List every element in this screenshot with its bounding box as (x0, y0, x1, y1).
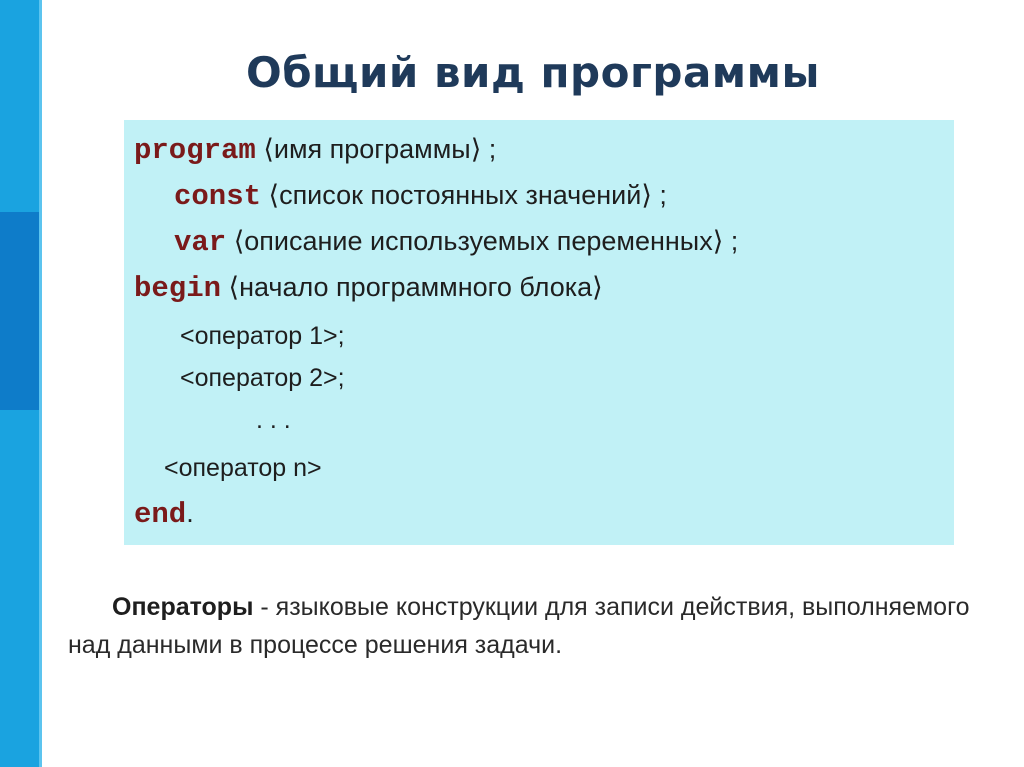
slide-title: Общий вид программы (246, 48, 820, 97)
code-line-var (174, 226, 738, 259)
code-line-begin (134, 272, 603, 305)
begin-description: ⟨начало программного блока⟩ (228, 272, 603, 302)
keyword-program: program (134, 134, 256, 167)
operators-definition (68, 588, 998, 664)
var-description: ⟨описание используемых переменных⟩ ; (233, 226, 739, 256)
left-accent-bar-edge (39, 0, 42, 767)
code-line-const (174, 180, 667, 213)
keyword-end: end (134, 498, 187, 531)
const-description: ⟨список постоянных значений⟩ ; (268, 180, 667, 210)
keyword-const: const (174, 180, 262, 213)
code-line-end (134, 498, 194, 531)
code-line-program (134, 134, 496, 167)
program-description: ⟨имя программы⟩ ; (263, 134, 497, 164)
left-accent-bar (0, 0, 42, 767)
definition-term: Операторы (112, 593, 254, 621)
operator-n: <оператор n> (164, 454, 322, 482)
operator-2: <оператор 2>; (180, 364, 345, 392)
operator-1: <оператор 1>; (180, 322, 345, 350)
keyword-begin: begin (134, 272, 222, 305)
end-dot: . (186, 498, 194, 528)
keyword-var: var (174, 226, 227, 259)
left-accent-bar-segment (0, 212, 42, 410)
definition-text: - языковые конструкции для записи действия, выполняемого над данными в процессе решения задачи. (68, 593, 970, 659)
ellipsis: . . . (256, 406, 291, 434)
code-block (124, 120, 954, 545)
